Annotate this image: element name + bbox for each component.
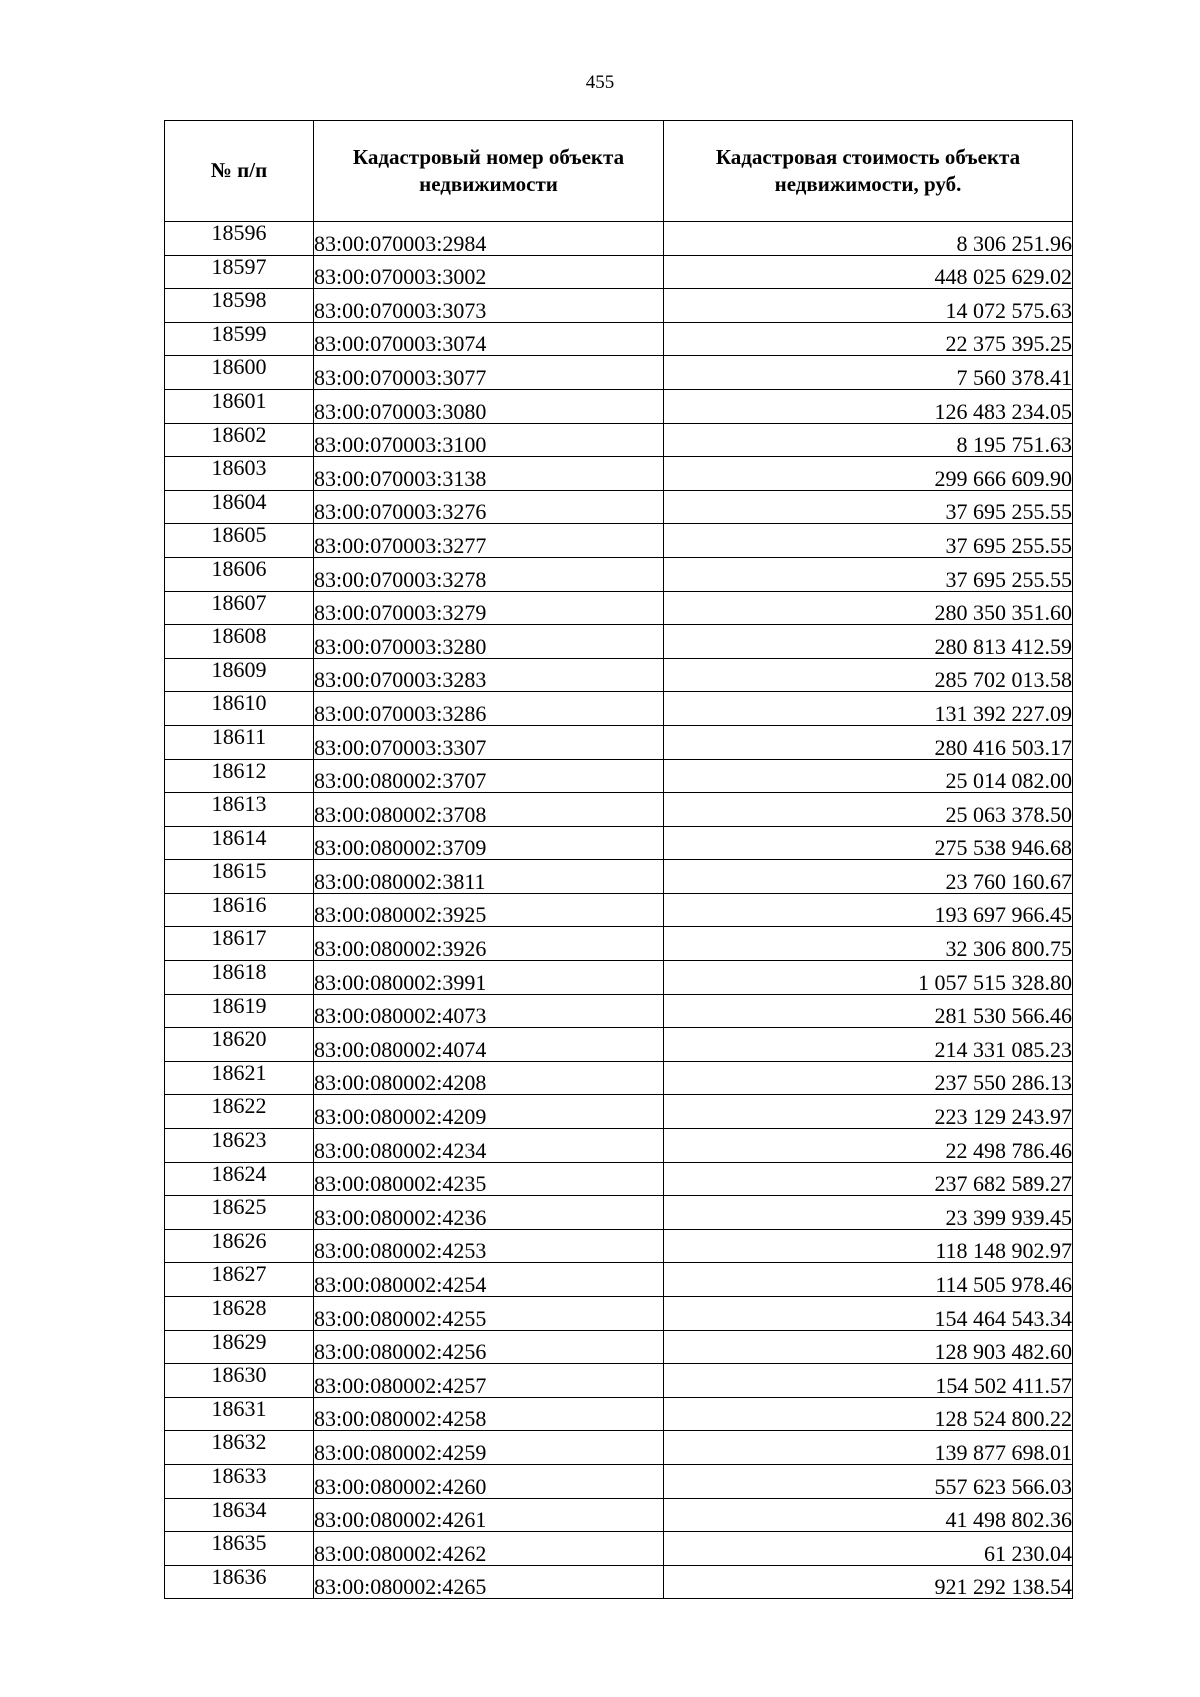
cadastral-value-cell: 921 292 138.54 bbox=[664, 1565, 1073, 1599]
cadastral-number-cell: 83:00:070003:3080 bbox=[314, 389, 664, 423]
cadastral-value-cell: 118 148 902.97 bbox=[664, 1229, 1073, 1263]
row-number-cell: 18604 bbox=[165, 490, 314, 524]
row-number-cell: 18610 bbox=[165, 692, 314, 726]
cadastral-number-cell: 83:00:080002:3991 bbox=[314, 961, 664, 995]
cadastral-value-cell: 285 702 013.58 bbox=[664, 658, 1073, 692]
cadastral-value-table bbox=[164, 120, 1073, 1599]
column-header-number: № п/п bbox=[165, 121, 314, 222]
table-row bbox=[165, 356, 1073, 390]
cadastral-number-cell: 83:00:080002:4208 bbox=[314, 1061, 664, 1095]
table-row bbox=[165, 557, 1073, 591]
cadastral-value-cell: 61 230.04 bbox=[664, 1532, 1073, 1566]
cadastral-number-cell: 83:00:080002:4074 bbox=[314, 1028, 664, 1062]
row-number-cell: 18617 bbox=[165, 927, 314, 961]
cadastral-number-cell: 83:00:080002:4255 bbox=[314, 1297, 664, 1331]
table-row bbox=[165, 1061, 1073, 1095]
cadastral-value-cell: 32 306 800.75 bbox=[664, 927, 1073, 961]
row-number-cell: 18613 bbox=[165, 793, 314, 827]
table-row bbox=[165, 1297, 1073, 1331]
cadastral-number-cell: 83:00:080002:3707 bbox=[314, 759, 664, 793]
row-number-cell: 18625 bbox=[165, 1196, 314, 1230]
table-row bbox=[165, 457, 1073, 491]
cadastral-value-cell: 37 695 255.55 bbox=[664, 524, 1073, 558]
cadastral-number-cell: 83:00:080002:4209 bbox=[314, 1095, 664, 1129]
cadastral-value-cell: 193 697 966.45 bbox=[664, 893, 1073, 927]
cadastral-value-cell: 131 392 227.09 bbox=[664, 692, 1073, 726]
row-number-cell: 18636 bbox=[165, 1565, 314, 1599]
cadastral-value-cell: 128 903 482.60 bbox=[664, 1330, 1073, 1364]
cadastral-value-cell: 281 530 566.46 bbox=[664, 994, 1073, 1028]
row-number-cell: 18601 bbox=[165, 389, 314, 423]
cadastral-number-cell: 83:00:080002:4260 bbox=[314, 1464, 664, 1498]
cadastral-number-cell: 83:00:070003:3278 bbox=[314, 557, 664, 591]
table-row bbox=[165, 255, 1073, 289]
row-number-cell: 18620 bbox=[165, 1028, 314, 1062]
cadastral-number-cell: 83:00:080002:4262 bbox=[314, 1532, 664, 1566]
row-number-cell: 18611 bbox=[165, 725, 314, 759]
cadastral-number-cell: 83:00:080002:4253 bbox=[314, 1229, 664, 1263]
cadastral-value-cell: 8 306 251.96 bbox=[664, 222, 1073, 256]
cadastral-number-cell: 83:00:070003:3279 bbox=[314, 591, 664, 625]
cadastral-number-cell: 83:00:080002:4261 bbox=[314, 1498, 664, 1532]
cadastral-number-cell: 83:00:080002:4234 bbox=[314, 1129, 664, 1163]
row-number-cell: 18634 bbox=[165, 1498, 314, 1532]
cadastral-value-cell: 139 877 698.01 bbox=[664, 1431, 1073, 1465]
column-header-cadastral-value: Кадастровая стоимость объекта недвижимости, руб. bbox=[664, 121, 1073, 222]
cadastral-value-cell: 22 498 786.46 bbox=[664, 1129, 1073, 1163]
table-row bbox=[165, 322, 1073, 356]
row-number-cell: 18621 bbox=[165, 1061, 314, 1095]
cadastral-value-cell: 14 072 575.63 bbox=[664, 289, 1073, 323]
table-row bbox=[165, 692, 1073, 726]
cadastral-value-cell: 41 498 802.36 bbox=[664, 1498, 1073, 1532]
cadastral-value-cell: 37 695 255.55 bbox=[664, 557, 1073, 591]
table-row bbox=[165, 826, 1073, 860]
cadastral-value-cell: 23 399 939.45 bbox=[664, 1196, 1073, 1230]
cadastral-value-cell: 448 025 629.02 bbox=[664, 255, 1073, 289]
cadastral-value-cell: 126 483 234.05 bbox=[664, 389, 1073, 423]
table-row bbox=[165, 893, 1073, 927]
row-number-cell: 18628 bbox=[165, 1297, 314, 1331]
table-row bbox=[165, 1129, 1073, 1163]
cadastral-value-cell: 280 350 351.60 bbox=[664, 591, 1073, 625]
cadastral-number-cell: 83:00:080002:4258 bbox=[314, 1397, 664, 1431]
cadastral-value-cell: 223 129 243.97 bbox=[664, 1095, 1073, 1129]
cadastral-value-cell: 114 505 978.46 bbox=[664, 1263, 1073, 1297]
cadastral-number-cell: 83:00:080002:4265 bbox=[314, 1565, 664, 1599]
row-number-cell: 18632 bbox=[165, 1431, 314, 1465]
cadastral-value-cell: 275 538 946.68 bbox=[664, 826, 1073, 860]
table-row bbox=[165, 1397, 1073, 1431]
cadastral-number-cell: 83:00:080002:3811 bbox=[314, 860, 664, 894]
row-number-cell: 18603 bbox=[165, 457, 314, 491]
row-number-cell: 18608 bbox=[165, 625, 314, 659]
table-row bbox=[165, 1095, 1073, 1129]
cadastral-number-cell: 83:00:070003:3138 bbox=[314, 457, 664, 491]
cadastral-number-cell: 83:00:070003:3277 bbox=[314, 524, 664, 558]
cadastral-number-cell: 83:00:080002:4254 bbox=[314, 1263, 664, 1297]
cadastral-number-cell: 83:00:080002:4259 bbox=[314, 1431, 664, 1465]
row-number-cell: 18635 bbox=[165, 1532, 314, 1566]
cadastral-value-cell: 128 524 800.22 bbox=[664, 1397, 1073, 1431]
table-row bbox=[165, 1263, 1073, 1297]
table-row bbox=[165, 1330, 1073, 1364]
table-row bbox=[165, 725, 1073, 759]
row-number-cell: 18597 bbox=[165, 255, 314, 289]
row-number-cell: 18616 bbox=[165, 893, 314, 927]
cadastral-number-cell: 83:00:080002:4073 bbox=[314, 994, 664, 1028]
table-row bbox=[165, 793, 1073, 827]
cadastral-value-cell: 7 560 378.41 bbox=[664, 356, 1073, 390]
row-number-cell: 18624 bbox=[165, 1162, 314, 1196]
cadastral-value-cell: 154 464 543.34 bbox=[664, 1297, 1073, 1331]
cadastral-value-cell: 1 057 515 328.80 bbox=[664, 961, 1073, 995]
cadastral-number-cell: 83:00:070003:3002 bbox=[314, 255, 664, 289]
row-number-cell: 18607 bbox=[165, 591, 314, 625]
cadastral-number-cell: 83:00:070003:3276 bbox=[314, 490, 664, 524]
cadastral-number-cell: 83:00:080002:3925 bbox=[314, 893, 664, 927]
cadastral-number-cell: 83:00:080002:4235 bbox=[314, 1162, 664, 1196]
table-row bbox=[165, 423, 1073, 457]
row-number-cell: 18602 bbox=[165, 423, 314, 457]
cadastral-value-cell: 22 375 395.25 bbox=[664, 322, 1073, 356]
table-row bbox=[165, 1364, 1073, 1398]
table-body bbox=[165, 222, 1073, 1599]
cadastral-value-cell: 299 666 609.90 bbox=[664, 457, 1073, 491]
table-row bbox=[165, 994, 1073, 1028]
cadastral-value-cell: 37 695 255.55 bbox=[664, 490, 1073, 524]
cadastral-value-cell: 25 063 378.50 bbox=[664, 793, 1073, 827]
cadastral-number-cell: 83:00:070003:3100 bbox=[314, 423, 664, 457]
row-number-cell: 18599 bbox=[165, 322, 314, 356]
table-row bbox=[165, 759, 1073, 793]
cadastral-number-cell: 83:00:070003:3077 bbox=[314, 356, 664, 390]
table-row bbox=[165, 1196, 1073, 1230]
row-number-cell: 18626 bbox=[165, 1229, 314, 1263]
table-row bbox=[165, 591, 1073, 625]
row-number-cell: 18614 bbox=[165, 826, 314, 860]
table-row bbox=[165, 927, 1073, 961]
table-row bbox=[165, 1565, 1073, 1599]
cadastral-value-cell: 8 195 751.63 bbox=[664, 423, 1073, 457]
cadastral-number-cell: 83:00:080002:3926 bbox=[314, 927, 664, 961]
cadastral-number-cell: 83:00:070003:3307 bbox=[314, 725, 664, 759]
page-number: 455 bbox=[585, 72, 615, 93]
cadastral-number-cell: 83:00:070003:2984 bbox=[314, 222, 664, 256]
row-number-cell: 18615 bbox=[165, 860, 314, 894]
cadastral-value-cell: 280 813 412.59 bbox=[664, 625, 1073, 659]
row-number-cell: 18606 bbox=[165, 557, 314, 591]
cadastral-value-cell: 557 623 566.03 bbox=[664, 1464, 1073, 1498]
table-row bbox=[165, 860, 1073, 894]
table-header bbox=[165, 121, 1073, 222]
row-number-cell: 18627 bbox=[165, 1263, 314, 1297]
table-row bbox=[165, 1464, 1073, 1498]
row-number-cell: 18633 bbox=[165, 1464, 314, 1498]
cadastral-number-cell: 83:00:070003:3283 bbox=[314, 658, 664, 692]
row-number-cell: 18605 bbox=[165, 524, 314, 558]
table-row bbox=[165, 289, 1073, 323]
cadastral-number-cell: 83:00:070003:3280 bbox=[314, 625, 664, 659]
table-row bbox=[165, 222, 1073, 256]
table-row bbox=[165, 1162, 1073, 1196]
row-number-cell: 18623 bbox=[165, 1129, 314, 1163]
cadastral-number-cell: 83:00:070003:3073 bbox=[314, 289, 664, 323]
table-row bbox=[165, 1498, 1073, 1532]
column-header-cadastral-number: Кадастровый номер объекта недвижимости bbox=[314, 121, 664, 222]
table-row bbox=[165, 490, 1073, 524]
cadastral-value-cell: 25 014 082.00 bbox=[664, 759, 1073, 793]
table-row bbox=[165, 658, 1073, 692]
table-row bbox=[165, 1229, 1073, 1263]
row-number-cell: 18618 bbox=[165, 961, 314, 995]
cadastral-value-cell: 23 760 160.67 bbox=[664, 860, 1073, 894]
table-row bbox=[165, 524, 1073, 558]
cadastral-value-cell: 154 502 411.57 bbox=[664, 1364, 1073, 1398]
row-number-cell: 18600 bbox=[165, 356, 314, 390]
row-number-cell: 18630 bbox=[165, 1364, 314, 1398]
row-number-cell: 18612 bbox=[165, 759, 314, 793]
row-number-cell: 18598 bbox=[165, 289, 314, 323]
table-row bbox=[165, 1532, 1073, 1566]
cadastral-value-cell: 237 682 589.27 bbox=[664, 1162, 1073, 1196]
table-row bbox=[165, 961, 1073, 995]
row-number-cell: 18629 bbox=[165, 1330, 314, 1364]
table-row bbox=[165, 1431, 1073, 1465]
row-number-cell: 18631 bbox=[165, 1397, 314, 1431]
row-number-cell: 18609 bbox=[165, 658, 314, 692]
row-number-cell: 18596 bbox=[165, 222, 314, 256]
cadastral-value-cell: 214 331 085.23 bbox=[664, 1028, 1073, 1062]
table-header-row bbox=[165, 121, 1073, 222]
table-row bbox=[165, 1028, 1073, 1062]
cadastral-number-cell: 83:00:080002:3708 bbox=[314, 793, 664, 827]
cadastral-number-cell: 83:00:070003:3074 bbox=[314, 322, 664, 356]
cadastral-number-cell: 83:00:080002:4257 bbox=[314, 1364, 664, 1398]
table-row bbox=[165, 389, 1073, 423]
cadastral-value-cell: 237 550 286.13 bbox=[664, 1061, 1073, 1095]
cadastral-value-cell: 280 416 503.17 bbox=[664, 725, 1073, 759]
row-number-cell: 18622 bbox=[165, 1095, 314, 1129]
table-row bbox=[165, 625, 1073, 659]
row-number-cell: 18619 bbox=[165, 994, 314, 1028]
cadastral-number-cell: 83:00:070003:3286 bbox=[314, 692, 664, 726]
cadastral-number-cell: 83:00:080002:3709 bbox=[314, 826, 664, 860]
cadastral-number-cell: 83:00:080002:4236 bbox=[314, 1196, 664, 1230]
cadastral-number-cell: 83:00:080002:4256 bbox=[314, 1330, 664, 1364]
